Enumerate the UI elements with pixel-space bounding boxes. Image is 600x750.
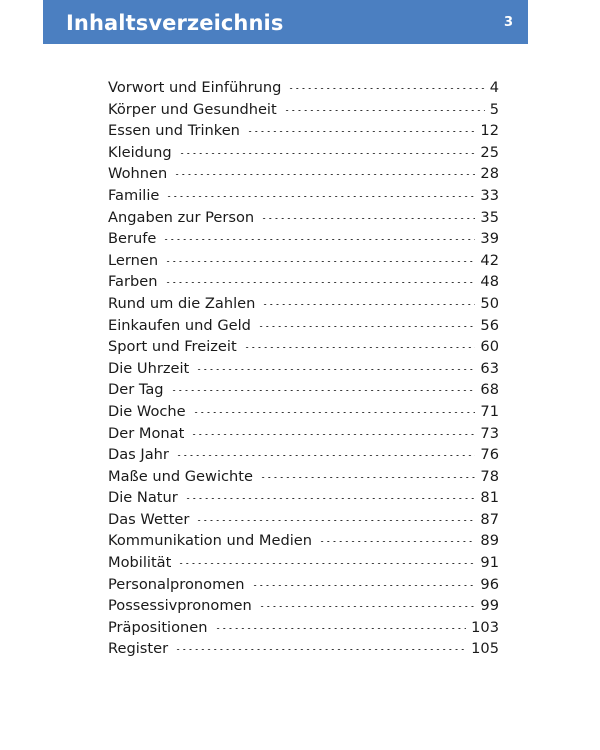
toc-entry-page-number: 103: [471, 618, 499, 636]
toc-entry-page-number: 68: [480, 381, 499, 399]
table-of-contents: [108, 77, 499, 660]
dot-leader: [288, 88, 484, 89]
toc-entry-page-number: 73: [480, 424, 499, 442]
toc-entry-title: Farben: [108, 273, 158, 291]
toc-entry[interactable]: [108, 207, 499, 229]
toc-entry-title: Maße und Gewichte: [108, 467, 253, 485]
dot-leader: [252, 585, 476, 586]
dot-leader: [178, 563, 475, 564]
dot-leader: [215, 628, 467, 629]
toc-entry-title: Die Woche: [108, 402, 186, 420]
page-title: Inhaltsverzeichnis: [66, 11, 284, 35]
toc-entry-title: Familie: [108, 186, 160, 204]
toc-entry-title: Einkaufen und Geld: [108, 316, 251, 334]
dot-leader: [196, 369, 475, 370]
dot-leader: [176, 455, 476, 456]
toc-entry-page-number: 5: [489, 100, 499, 118]
dot-leader: [247, 131, 475, 132]
toc-entry-title: Kommunikation und Medien: [108, 532, 313, 550]
toc-entry-page-number: 87: [480, 510, 499, 528]
toc-entry-page-number: 50: [480, 294, 499, 312]
dot-leader: [171, 390, 476, 391]
toc-entry-title: Der Tag: [108, 381, 164, 399]
toc-entry[interactable]: [108, 530, 499, 552]
toc-entry-title: Sport und Freizeit: [108, 338, 237, 356]
toc-entry-title: Das Wetter: [108, 510, 190, 528]
toc-entry-title: Die Uhrzeit: [108, 359, 190, 377]
page-number: 3: [503, 15, 513, 30]
toc-entry-title: Körper und Gesundheit: [108, 100, 277, 118]
toc-entry[interactable]: [108, 617, 499, 639]
toc-entry-page-number: 56: [480, 316, 499, 334]
toc-entry[interactable]: [108, 401, 499, 423]
toc-entry-page-number: 28: [480, 165, 499, 183]
toc-entry-title: Wohnen: [108, 165, 168, 183]
toc-entry-title: Possessivpronomen: [108, 597, 252, 615]
toc-entry-page-number: 78: [480, 467, 499, 485]
toc-entry[interactable]: [108, 509, 499, 531]
toc-entry[interactable]: [108, 77, 499, 99]
toc-entry[interactable]: [108, 595, 499, 617]
toc-entry-title: Der Monat: [108, 424, 185, 442]
toc-entry-page-number: 33: [480, 186, 499, 204]
dot-leader: [193, 412, 476, 413]
toc-entry-page-number: 35: [480, 208, 499, 226]
dot-leader: [174, 174, 475, 175]
toc-entry-page-number: 63: [480, 359, 499, 377]
dot-leader: [260, 477, 475, 478]
toc-entry[interactable]: [108, 163, 499, 185]
dot-leader: [165, 261, 475, 262]
toc-entry[interactable]: [108, 379, 499, 401]
toc-entry-page-number: 96: [480, 575, 499, 593]
toc-entry[interactable]: [108, 293, 499, 315]
dot-leader: [284, 110, 485, 111]
dot-leader: [244, 347, 476, 348]
toc-entry[interactable]: [108, 99, 499, 121]
toc-entry[interactable]: [108, 487, 499, 509]
toc-entry-page-number: 25: [480, 143, 499, 161]
toc-entry-page-number: 99: [480, 597, 499, 615]
toc-entry-page-number: 39: [480, 230, 499, 248]
toc-entry[interactable]: [108, 185, 499, 207]
toc-entry[interactable]: [108, 315, 499, 337]
toc-entry-page-number: 42: [480, 251, 499, 269]
toc-entry-title: Essen und Trinken: [108, 122, 240, 140]
toc-entry-title: Berufe: [108, 230, 157, 248]
toc-entry[interactable]: [108, 423, 499, 445]
toc-entry[interactable]: [108, 444, 499, 466]
toc-entry-title: Kleidung: [108, 143, 172, 161]
toc-entry-title: Die Natur: [108, 489, 178, 507]
dot-leader: [179, 153, 476, 154]
toc-entry[interactable]: [108, 638, 499, 660]
dot-leader: [175, 649, 466, 650]
toc-entry-title: Personalpronomen: [108, 575, 245, 593]
toc-entry-page-number: 60: [480, 338, 499, 356]
toc-entry-page-number: 105: [471, 640, 499, 658]
toc-entry-page-number: 71: [480, 402, 499, 420]
toc-entry-title: Register: [108, 640, 169, 658]
dot-leader: [191, 434, 475, 435]
dot-leader: [258, 326, 475, 327]
dot-leader: [166, 196, 475, 197]
toc-entry-page-number: 91: [480, 554, 499, 572]
dot-leader: [262, 304, 475, 305]
dot-leader: [261, 218, 475, 219]
toc-entry-page-number: 4: [489, 79, 499, 96]
toc-entry-title: Rund um die Zahlen: [108, 294, 256, 312]
dot-leader: [259, 606, 476, 607]
toc-entry[interactable]: [108, 466, 499, 488]
toc-entry[interactable]: [108, 336, 499, 358]
toc-entry-title: Angaben zur Person: [108, 208, 255, 226]
toc-entry-page-number: 12: [480, 122, 499, 140]
dot-leader: [165, 282, 476, 283]
toc-entry-page-number: 89: [480, 532, 499, 550]
toc-entry[interactable]: [108, 271, 499, 293]
dot-leader: [185, 498, 476, 499]
toc-entry-title: Präpositionen: [108, 618, 208, 636]
dot-leader: [319, 541, 475, 542]
toc-entry[interactable]: [108, 142, 499, 164]
toc-entry[interactable]: [108, 552, 499, 574]
toc-entry-page-number: 81: [480, 489, 499, 507]
toc-entry[interactable]: [108, 574, 499, 596]
toc-entry[interactable]: [108, 228, 499, 250]
toc-entry-page-number: 76: [480, 446, 499, 464]
dot-leader: [163, 239, 475, 240]
toc-entry-title: Vorwort und Einführung: [108, 79, 282, 96]
toc-entry-title: Mobilität: [108, 554, 172, 572]
toc-entry[interactable]: [108, 250, 499, 272]
toc-entry-page-number: 48: [480, 273, 499, 291]
toc-entry[interactable]: [108, 120, 499, 142]
toc-entry[interactable]: [108, 358, 499, 380]
toc-entry-title: Das Jahr: [108, 446, 169, 464]
toc-entry-title: Lernen: [108, 251, 159, 269]
dot-leader: [196, 520, 475, 521]
